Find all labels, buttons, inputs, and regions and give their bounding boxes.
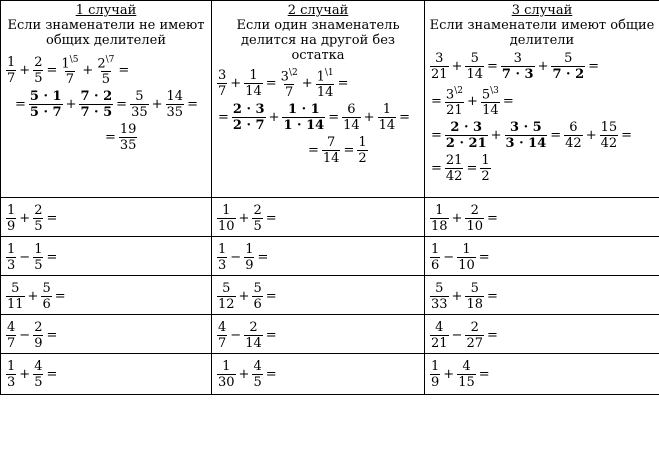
exercise-row xyxy=(1,315,659,354)
case-description: Если один знаменатель делится на другой без остатка xyxy=(236,18,400,63)
fraction: $\frac{2}{5}$ xyxy=(34,54,43,86)
fraction: $\frac{15}{42}$ xyxy=(600,120,618,152)
fraction: $\frac{1}{7}$ xyxy=(7,54,16,86)
fraction: $\frac{5}{14}$ xyxy=(466,51,483,82)
fraction: $\frac{1}{2}$ xyxy=(358,135,367,167)
example-line: $\frac{3}{7}$ + $\frac{1}{14}$ = $\frac{3^{\backslash 2}}{7}$ + $\frac{1^{\backslash 1}}{14}$ = xyxy=(218,67,349,101)
exercise-cell: $\frac{1}{3}$ + $\frac{4}{5}$ = xyxy=(1,354,212,395)
case-title: 1 случай xyxy=(75,3,137,18)
exercise-cell: $\frac{5}{12}$ + $\frac{5}{6}$ = xyxy=(212,276,425,315)
case-description: Если знаменатели имеют общие делители xyxy=(429,18,655,48)
example-line: $\frac{1}{7}$ + $\frac{2}{5}$ = $\frac{1^{\backslash 5}}{7}$ + $\frac{2^{\backslash 7}}{5}$ = xyxy=(7,54,130,88)
fraction: $\frac{6}{14}$ xyxy=(343,102,360,134)
fraction: $\frac{1^{\backslash 5}}{7}$ xyxy=(61,55,79,88)
case-description: Если знаменатели не имеют общих делителей xyxy=(7,18,205,48)
exercise-cell: $\frac{1}{6}$ − $\frac{1}{10}$ = xyxy=(425,237,659,276)
fraction: $\frac{5 \cdot 1}{5 \cdot 7}$ xyxy=(29,89,62,121)
fraction: $\frac{1^{\backslash 1}}{14}$ xyxy=(316,68,334,101)
exercise-cell: $\frac{1}{3}$ − $\frac{1}{5}$ = xyxy=(1,237,212,276)
fraction: $\frac{3}{21}$ xyxy=(431,51,448,82)
exercise-cell: $\frac{4}{7}$ − $\frac{2}{14}$ = xyxy=(212,315,425,354)
example-line: = $\frac{21}{42}$ = $\frac{1}{2}$ xyxy=(431,153,490,185)
fraction: $\frac{19}{35}$ xyxy=(119,122,137,154)
exercise-cell: $\frac{4}{21}$ − $\frac{2}{27}$ = xyxy=(425,315,659,354)
example-line: = $\frac{5 \cdot 1}{5 \cdot 7}$ + $\frac{7 \cdot 2}{7 \cdot 5}$ = $\frac{5}{35}$ + $\frac{14}{35}$ = xyxy=(15,89,198,121)
case-2-cell xyxy=(212,1,425,198)
case-1-cell xyxy=(1,1,212,198)
exercise-cell: $\frac{4}{7}$ − $\frac{2}{9}$ = xyxy=(1,315,212,354)
example-line: = $\frac{19}{35}$ xyxy=(105,122,137,154)
fraction: $\frac{3 \cdot 5}{3 \cdot 14}$ xyxy=(505,120,547,152)
exercise-row xyxy=(1,198,659,237)
fraction: $\frac{3^{\backslash 2}}{7}$ xyxy=(280,68,298,101)
fraction: $\frac{5^{\backslash 3}}{14}$ xyxy=(481,86,499,119)
fraction: $\frac{6}{42}$ xyxy=(565,120,582,152)
example-line: $\frac{3}{21}$ + $\frac{5}{14}$ = $\frac{3}{7 \cdot 3}$ + $\frac{5}{7 \cdot 2}$ = xyxy=(431,51,600,82)
exercise-cell: $\frac{1}{10}$ + $\frac{2}{5}$ = xyxy=(212,198,425,237)
exercise-cell: $\frac{1}{9}$ + $\frac{4}{15}$ = xyxy=(425,354,659,395)
fraction: $\frac{2^{\backslash 7}}{5}$ xyxy=(97,55,115,88)
exercise-cell: $\frac{1}{18}$ + $\frac{2}{10}$ = xyxy=(425,198,659,237)
exercise-cell: $\frac{1}{3}$ − $\frac{1}{9}$ = xyxy=(212,237,425,276)
header-row xyxy=(1,1,659,198)
fraction: $\frac{7}{14}$ xyxy=(322,135,340,167)
fraction: $\frac{2 \cdot 3}{2 \cdot 7}$ xyxy=(232,102,265,134)
case-3-cell xyxy=(425,1,659,198)
exercise-row xyxy=(1,276,659,315)
exercise-cell: $\frac{5}{11}$ + $\frac{5}{6}$ = xyxy=(1,276,212,315)
fraction: $\frac{2 \cdot 3}{2 \cdot 21}$ xyxy=(445,120,487,152)
fraction: $\frac{21}{42}$ xyxy=(445,153,463,185)
exercise-cell: $\frac{1}{9}$ + $\frac{2}{5}$ = xyxy=(1,198,212,237)
example-line: = $\frac{3^{\backslash 2}}{21}$ + $\frac{5^{\backslash 3}}{14}$ = xyxy=(431,86,514,119)
case-title: 2 случай xyxy=(287,3,349,18)
exercise-cell: $\frac{1}{30}$ + $\frac{4}{5}$ = xyxy=(212,354,425,395)
example-line: = $\frac{2 \cdot 3}{2 \cdot 21}$ + $\frac{3 \cdot 5}{3 \cdot 14}$ = $\frac{6}{42}$ + $\frac{15}{42}$ = xyxy=(431,120,633,152)
exercise-row xyxy=(1,237,659,276)
exercise-cell: $\frac{5}{33}$ + $\frac{5}{18}$ = xyxy=(425,276,659,315)
fraction: $\frac{1}{2}$ xyxy=(481,153,490,185)
exercise-row xyxy=(1,354,659,395)
fraction: $\frac{14}{35}$ xyxy=(166,89,184,121)
fraction: $\frac{3}{7}$ xyxy=(218,67,227,99)
fraction: $\frac{3}{7 \cdot 3}$ xyxy=(501,51,534,82)
fraction: $\frac{3^{\backslash 2}}{21}$ xyxy=(445,86,463,119)
example-line: = $\frac{7}{14}$ = $\frac{1}{2}$ xyxy=(308,135,367,167)
fraction: $\frac{7 \cdot 2}{7 \cdot 5}$ xyxy=(80,89,113,121)
example-line: = $\frac{2 \cdot 3}{2 \cdot 7}$ + $\frac{1 \cdot 1}{1 \cdot 14}$ = $\frac{6}{14}$ + $\frac{1}{14}$ = xyxy=(218,102,411,134)
fraction: $\frac{5}{35}$ xyxy=(131,89,148,121)
case-title: 3 случай xyxy=(511,3,573,18)
fraction: $\frac{1}{14}$ xyxy=(378,102,396,134)
fraction: $\frac{1 \cdot 1}{1 \cdot 14}$ xyxy=(283,102,325,134)
fraction: $\frac{5}{7 \cdot 2}$ xyxy=(552,51,585,82)
fraction: $\frac{1}{14}$ xyxy=(245,67,262,99)
